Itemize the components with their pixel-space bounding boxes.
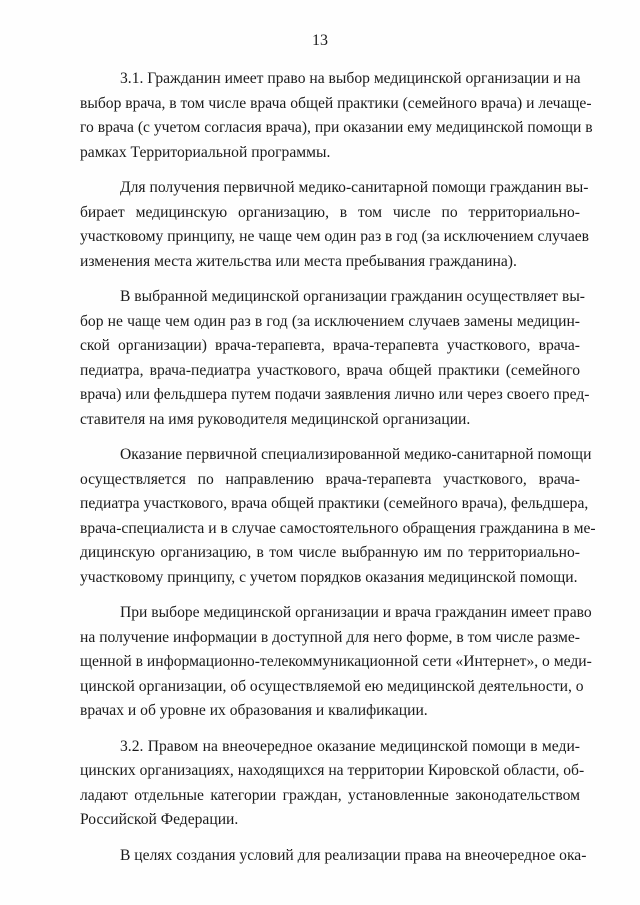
text-line: бор не чаще чем один раз в год (за исключением случаев замены медицин- bbox=[80, 312, 580, 330]
paragraph-gap bbox=[80, 432, 580, 443]
document-body bbox=[80, 67, 596, 868]
text-line: 3.1. Гражданин имеет право на выбор медицинской организации и на bbox=[120, 70, 581, 87]
text-line: бирает медицинскую организацию, в том числе по территориально- bbox=[80, 203, 580, 221]
text-line: Для получения первичной медико-санитарной помощи гражданин вы- bbox=[120, 179, 589, 196]
paragraph-primary-care-choice bbox=[80, 176, 590, 274]
text-line: щенной в информационно-телекоммуникационной сети «Интернет», о меди- bbox=[80, 653, 592, 670]
paragraph-gap bbox=[80, 165, 580, 176]
paragraph-gap bbox=[80, 274, 580, 285]
text-line: педиатра участкового, врача общей практики (семейного врача), фельдшера, bbox=[80, 495, 589, 512]
text-line: рамках Территориальной программы. bbox=[80, 143, 331, 161]
text-line: Российской Федерации. bbox=[80, 811, 239, 828]
text-line: участковому принципу, не чаще чем один раз в год (за исключением случаев bbox=[80, 228, 590, 245]
text-line: врача) или фельдшера путем подачи заявления лично или через своего пред- bbox=[80, 386, 590, 403]
text-line: ладают отдельные категории граждан, установленные законодательством bbox=[80, 786, 580, 804]
text-line: осуществляется по направлению врача-терапевта участкового, врача- bbox=[80, 470, 580, 488]
text-line: ставителя на имя руководителя медицинской организации. bbox=[80, 410, 471, 428]
text-line: на получение информации в доступной для него форме, в том числе разме- bbox=[80, 628, 580, 646]
text-line: цинской организации, об осуществляемой ею медицинской деятельности, о bbox=[80, 677, 584, 695]
paragraph-3-2 bbox=[80, 735, 585, 833]
text-line: го врача (с учетом согласия врача), при оказании ему медицинской помощи в bbox=[80, 119, 593, 136]
text-line: 3.2. Правом на внеочередное оказание медицинской помощи в меди- bbox=[120, 737, 580, 755]
text-line: врачах и об уровне их образования и квалификации. bbox=[80, 702, 428, 719]
paragraph-specialized-care bbox=[80, 443, 596, 590]
text-line: участковому принципу, с учетом порядков оказания медицинской помощи. bbox=[80, 568, 578, 586]
paragraph-gap bbox=[80, 590, 580, 601]
text-line: ской организации) врача-терапевта, врача-терапевта участкового, врача- bbox=[80, 337, 580, 354]
text-line: дицинскую организацию, в том числе выбранную им по территориально- bbox=[80, 544, 580, 561]
text-line: цинских организациях, находящихся на территории Кировской области, об- bbox=[80, 762, 585, 779]
text-line: Оказание первичной специализированной медико-санитарной помощи bbox=[120, 446, 592, 463]
page-number: 13 bbox=[312, 32, 328, 49]
text-line: В выбранной медицинской организации гражданин осуществляет вы- bbox=[120, 288, 585, 305]
paragraph-priority-conditions bbox=[80, 844, 587, 869]
text-line: При выборе медицинской организации и врача гражданин имеет право bbox=[120, 604, 592, 621]
paragraph-3-1 bbox=[80, 67, 593, 165]
text-line: выбор врача, в том числе врача общей практики (семейного врача) и лечаще- bbox=[80, 94, 592, 112]
text-line: В целях создания условий для реализации права на внеочередное ока- bbox=[120, 846, 587, 864]
paragraph-doctor-choice bbox=[80, 285, 590, 432]
text-line: врача-специалиста и в случае самостоятельного обращения гражданина в ме- bbox=[80, 519, 596, 537]
paragraph-information-right bbox=[80, 601, 592, 724]
text-line: педиатра, врача-педиатра участкового, врача общей практики (семейного bbox=[80, 361, 580, 379]
paragraph-gap bbox=[80, 833, 580, 844]
paragraph-gap bbox=[80, 724, 580, 735]
text-line: изменения места жительства или места пребывания гражданина). bbox=[80, 252, 517, 270]
